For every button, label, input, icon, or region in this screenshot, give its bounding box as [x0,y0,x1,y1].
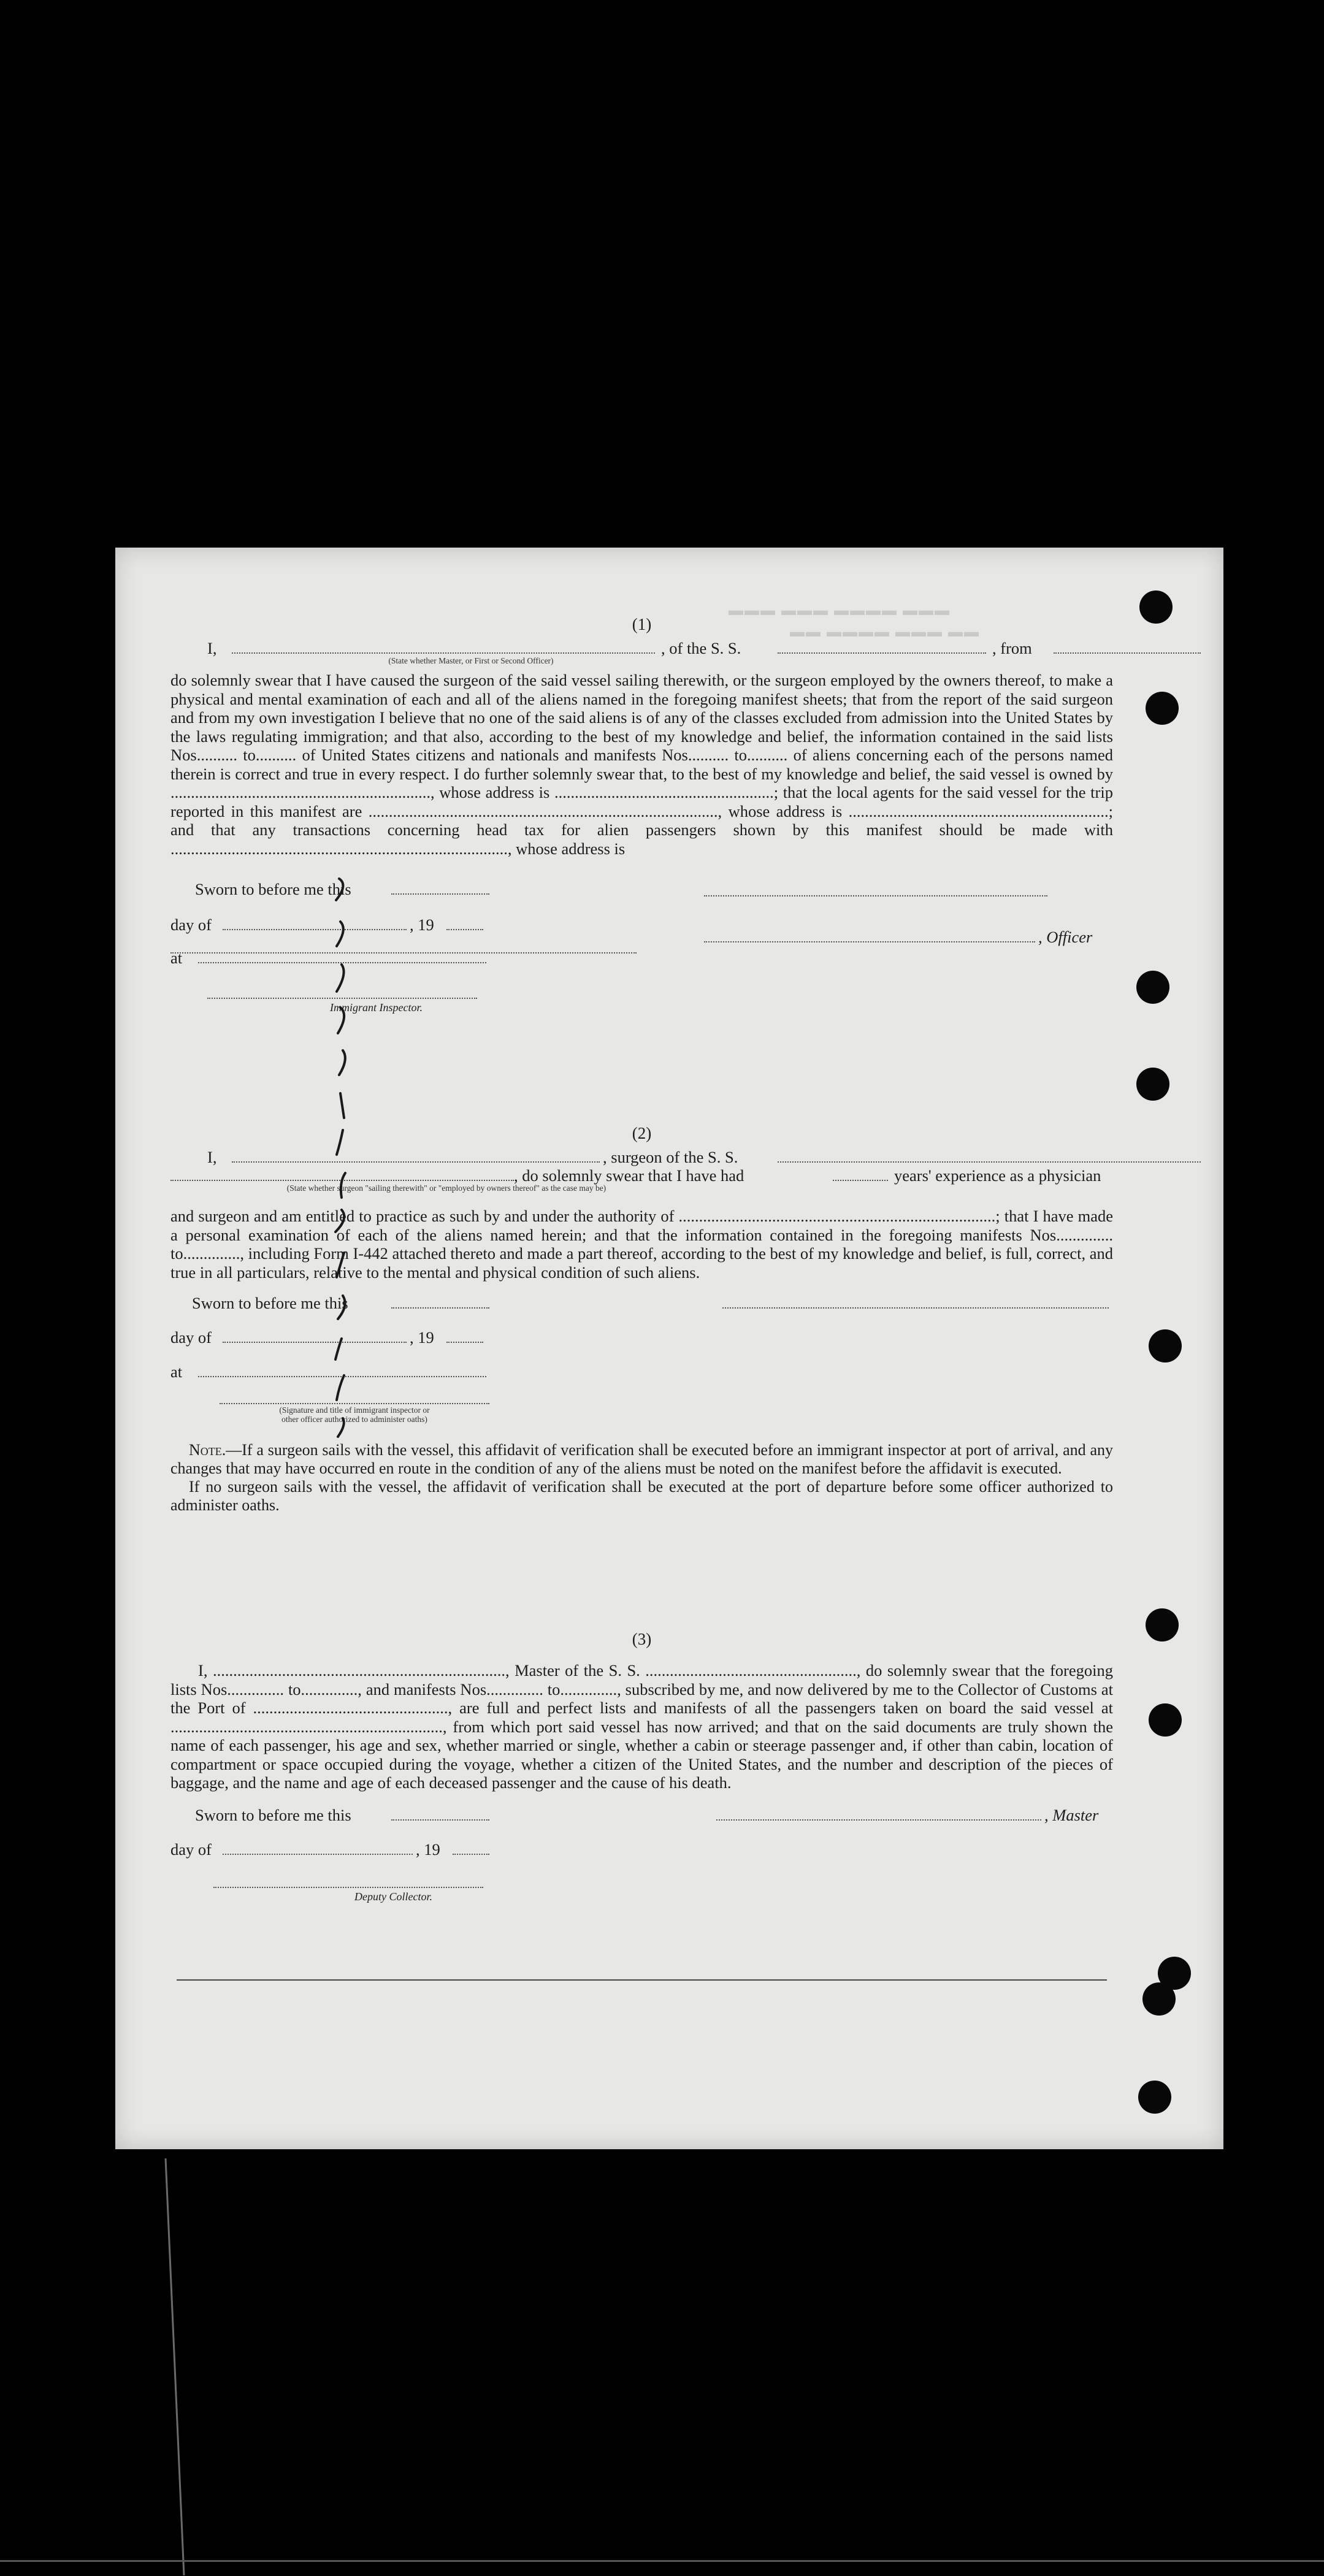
binder-hole [1146,1608,1179,1642]
binder-hole [1149,1329,1182,1363]
binder-hole [1138,2081,1171,2114]
section-number: (2) [632,1124,652,1142]
surgeon-name-field[interactable] [232,1161,600,1163]
section2-signature-block [170,1294,1113,1441]
month-field[interactable] [223,1854,413,1855]
label-surgeon-of: , surgeon of the S. S. [603,1148,738,1166]
day-of-label: day of [170,1840,212,1859]
surgeon-note-2: If no surgeon sails with the vessel, the affidavit of verification shall be executed at the port of departure before some officer authorized to administer oaths. [170,1478,1113,1514]
section2-first-lines [170,1148,1113,1194]
section2-oath-text: and surgeon and am entitled to practice as such by and under the authority of ..............................................................................; that I have made a personal examination of each of the aliens named herein; and that the information contained in the foregoing manifests Nos.............. to.............., including Form I-442 attached thereto and made a part thereof, according to the best of my knowledge and belief, is full, correct, and true in all particulars, relative to the mental and physical condition of such aliens. [170,1207,1113,1282]
inspector-caption: Immigrant Inspector. [330,1001,423,1014]
at-label: at [170,1363,183,1381]
bleed-through-text: ▬▬▬ ▬▬▬ ▬▬▬▬ ▬▬▬ [729,603,951,619]
binder-hole [1136,1068,1169,1101]
year-field[interactable] [446,929,483,930]
signature-caption-1: (Signature and title of immigrant inspector or [279,1405,430,1415]
section3-oath-text: I, ........................................................................, Master of the S. S. ...................................................., do solemnly swear that the foregoing lists Nos.............. to.............., and manifests Nos.............. to.............., subscribed by me, and now delivered by me to the Collector of Customs at the Port of ................................................, are full and perfect lists and manifests of all the passengers taken on board the said vessel at ..................................................................., from which port said vessel has now arrived; and that on the said documents are truly shown the name of each passenger, his age and sex, whether married or single, whether a cabin or steerage passenger and, if other than cabin, location of compartment or space occupied during the voyage, whether a citizen of the United States, and the number and description of the pieces of baggage, and the name and age of each deceased passenger and the cause of his death. [170,1661,1113,1792]
year-label: , 19 [416,1840,440,1859]
section-1 [170,615,1113,1039]
at-label: at [170,949,183,967]
binder-hole [1139,590,1173,624]
film-edge-line [0,2560,1324,2562]
year-label: , 19 [410,915,434,934]
note-text: —If a surgeon sails with the vessel, this affidavit of verification shall be executed before an immigrant inspector at port of arrival, and any changes that may have occurred en route in the condition of any of the aliens must be noted on the manifest before the affidavit is executed. [170,1441,1113,1477]
year-field[interactable] [453,1854,489,1855]
master-label: , Master [1044,1805,1099,1824]
section1-oath-text: do solemnly swear that I have caused the surgeon of the said vessel sailing therewith, or the surgeon employed by the owners thereof, to make a physical and mental examination of each and all of the aliens named in the foregoing manifest sheets; that from the report of the said surgeon and from my own investigation I believe that no one of the said aliens is of any of the classes excluded from admission into the United States by the laws regulating immigration; and that also, according to the best of my knowledge and belief, the information contained in the said lists Nos.......... to.......... of United States citizens and nationals and manifests Nos.......... to.......... of aliens concerning each of the persons named therein is correct and true in every respect. I do further solemnly swear that, to the best of my knowledge and belief, the said vessel is owned by ................................................................, whose address is ......................................................; that the local agents for the said vessel for the trip reported in this manifest are ......................................................................................, whose address is ................................................................; and that any transactions concerning head tax for alien passengers shown by this manifest should be made with ..................................................................................., whose address is [170,671,1113,858]
film-scratch [159,2158,196,2575]
section1-first-line [170,639,1113,671]
signature-caption-2: other officer authorized to administer oaths) [281,1415,427,1424]
master-signature-field[interactable] [716,1819,1041,1821]
binder-hole [1146,692,1179,725]
day-of-label: day of [170,1328,212,1347]
officer-caption: (State whether Master, or First or Second Officer) [388,656,554,665]
label-swear: , do solemnly swear that I have had [514,1166,744,1185]
binder-hole [1142,1982,1176,2016]
label-i: I, [207,1148,217,1166]
officer-name-field[interactable] [232,652,655,654]
binder-hole [1149,1703,1182,1737]
officer-signature-top-field[interactable] [704,895,1047,896]
year-field[interactable] [446,1342,483,1343]
day-of-label: day of [170,915,212,934]
handwritten-check-marks [315,866,364,1480]
sworn-label: Sworn to before me this [195,1805,351,1824]
surgeon-status-caption: (State whether surgeon "sailing therewith" or "employed by owners thereof" as the case may be) [286,1183,607,1193]
label-of-ss: , of the S. S. [661,639,741,657]
sworn-day-field[interactable] [391,893,489,895]
years-field[interactable] [833,1180,888,1181]
label-i: I, [207,639,217,657]
officer-label: , Officer [1038,928,1093,946]
vessel-name-field[interactable] [778,652,986,654]
from-port-field[interactable] [1054,652,1201,654]
surgeon-note [170,1441,1113,1478]
section-3 [170,1630,1113,1928]
sworn-day-field[interactable] [391,1819,489,1821]
section-2 [170,1124,1113,1515]
collector-signature-field[interactable] [213,1887,483,1888]
section1-signature-block [170,880,1113,1039]
officer-signature-field[interactable] [704,941,1035,942]
year-label: , 19 [410,1328,434,1347]
section-number: (1) [632,615,652,633]
section-number: (3) [632,1630,652,1648]
manifest-page [115,548,1223,2149]
sworn-label: Sworn to before me this [192,1294,348,1312]
bleed-through-text: ▬▬ ▬▬▬▬ ▬▬▬ ▬▬ [790,624,980,640]
note-label: Note. [189,1441,226,1459]
bottom-rule [177,1979,1107,1981]
label-from: , from [992,639,1032,657]
surgeon-signature-field[interactable] [722,1307,1109,1309]
binder-hole [1136,971,1169,1004]
label-years: years' experience as a physician [894,1166,1101,1185]
sworn-day-field[interactable] [391,1307,489,1309]
vessel-name-field[interactable] [778,1161,1201,1163]
section3-signature-block [170,1806,1113,1928]
sworn-label: Sworn to before me this [195,880,351,898]
collector-caption: Deputy Collector. [354,1890,432,1903]
